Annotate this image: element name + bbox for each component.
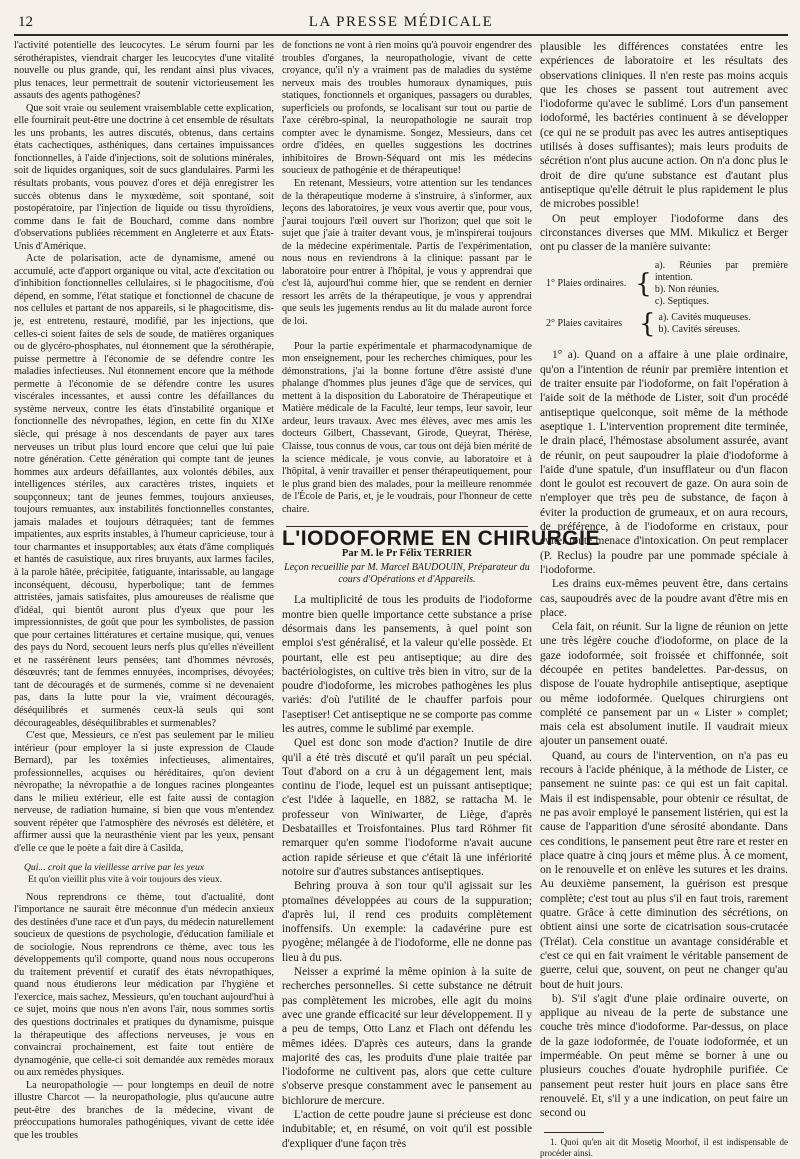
paragraph: de fonctions ne vont à rien moins qu'à pouvoir engendrer des troubles d'organes, la neuropathologie, vivant de cette croyance, qu'il n'y a vraiment pas de maladies du système nerveux mais des troubles humoraux dynamiques, puis statiques, fonctionnels et organiques, passagers ou durables, superficiels ou profonds, se localisant sur tout ou partie de l'axe cérébro-spinal, la neuropathologie ne saurait trop compter avec le dynamisme. Songez, Messieurs, dans cet ordre d'idées, en quelles suggestions les doctrines inhibitoires de Brown-Séquard ont mis les médecins soucieux de pathogénie et de thérapeutique! (281, 40, 532, 177)
paragraph: plausible les différences constatées entre les expériences de laboratoire et les résultats des observations cliniques. Il n'en reste pas moins acquis que les choses se passent tout autrement avec l'iodoforme qu'avec le sublimé. Lors d'un pansement iodoformé, les bactéries continuent à se développer (ce qui ne se produit pas avec les autres antiseptiques utilisés à doses suffisantes); mais leurs produits de sécrétion n'ont plus aucune action. On n'a donc plus le droit de dire qu'une substance est d'autant plus antiseptique qu'elle détruit le plus rapidement le plus de microbes possible! (539, 41, 788, 211)
paragraph: Cela fait, on réunit. Sur la ligne de réunion on jette une très légère couche d'iodoforme, on place de la gaze iodoformée, soit froissée et chiffonnée, soit découpée en petites bandelettes. Par-dessus, on dispose de l'ouate hydrophile antiseptique, aseptique ou même iodoformée. Quelques chirurgiens ont complété ce pansement par un « Lister » complet; mais cela est absolument inutile. Il vaudrait mieux ajouter un pansement ouaté. (539, 621, 788, 748)
footnote-rule (544, 1132, 604, 1133)
column-3 (540, 40, 788, 1157)
paragraph: Neisser a exprimé la même opinion à la suite de recherches personnelles. Si cette substance ne détruit pas complètement les microbes, elle agit du moins avec une grande efficacité sur leur développement. Il y a peu de temps, Otto Lanz et Flach ont défendu les mêmes idées. D'après ces auteurs, dans la grande majorité des cas, les produits d'une plaie traitée par l'iodoforme ne cultivent pas, alors que cette culture s'observe presque constamment avec le pansement au bichlorure de mercure. (281, 966, 532, 1107)
column-1 (14, 40, 274, 1157)
paragraph: Quand, au cours de l'intervention, on n'a pas eu recours à l'acide phénique, à la méthode de Lister, ce pansement ne suinte pas: ce qui est un fait capital. Mais il est indispensable, pour obtenir ce résultat, de ne pas avoir employé le pansement listérien, qui est la cause de l'apparition d'une sérosité abondante. Dans ces conditions, le pansement peut être rare et rester en place quatre à cinq jours et même plus. À ce moment, on le renouvelle et on enlève les sutures et les drains. Au deuxième pansement, la guérison est presque complète; c'est tout au plus s'il en faut trois, rarement quatre. Grâce à cette diminution des sécrétions, on obtient ainsi une sorte de cicatrisation sous-crutacée (Trélat). Cela constitue un avantage considérable et c'est ce qui en fait vraiment le véritable pansement de guerre, celui que, souvent, on peut ne changer qu'au bout de huit jours. (539, 749, 788, 991)
paragraph: Acte de polarisation, acte de dynamisme, amené ou accumulé, acte d'apport organique ou vital, acte d'excitation ou d'inhibition fonctionnelles cellulaires, si le phagocitisme, d'où dépend, en somme, l'état statique et fonctionnel de chacune de nos cellules et partant de nos appareils, si le phagocitisme, dis-je, est entretenu, restauré, modifié, par les injections, que celles-ci soient faites de sels de soude, de matières organiques ou de glycéro-phosphates, nul étonnement que la sérothérapie, puisse permettre à l'économie de se défendre contre les maladies infectieuses. Nul étonnement encore que la méthode permette à l'économie de se défendre contre les usures viscérales incessantes, et aussi contre les défaillances du système nerveux, contre les états d'instabilité organique et fonctionnelle des névropathes, légion, en cette fin du XIXe siècle, qui présage à nos descendants de payer aux tares nerveuses un tribut plus lourd encore que celui que lui paie notre génération. Cette génération qui compte tant de jeunes hommes aux ardeurs défaillantes, aux volontés débiles, aux intelligences stériles, aux caractères tristes, inquiets et soupçonneux; tant de jeunes femmes, toujours anxieuses, toujours remuantes, aux instabilités fonctionnelles constantes, jamais malades et toujours détraquées; tant de femmes impatientes, aux esprits instables, à l'humeur capricieuse, tour à tour charmantes et insupportables; aux états d'âme compliqués et hantés de casuistique, aux rires bruyants, aux larmes faciles, à la parole hâtée, précipitée, fatiguante, intarissable, au langage inconséquent, décousu, hyperbolique; tant de femmes attristées, jamais satisfaites, plus amoureuses de réalisme que d'idéal, qui bientôt auront plus d'yeux que pour les impressionnistes, de goût que pour les symbolistes, de passion que pour certaines littératures et certaine musique, qui, venues des pays du Nord, secouent leurs nerfs plus qu'elles n'éveillent et ne rassérènent leurs pensées; tant d'hommes névrosés, désœuvrés; tant de femmes ennuyées, incomprises, dévoyées; tant de découragés et de surmenés, comme si ne devenaient pas, dans la lutte pour la vie, vraiment découragés, déséquilibrés et surmenés ceux-là seuls qui sont décourageables, déséquilibrables et surmenables? (14, 253, 274, 729)
paragraph: Que soit vraie ou seulement vraisemblable cette explication, elle fournirait peut-être une doctrine à cet ensemble de résultats les uns probants, les autres discutés, obtenus, dans certains états cachectiques, asthéniques, dans certaines impuissances fonctionnelles, à l'aide d'injections, soit de solutions minérales, soit de liquides organiques, soit de sucs glandulaires. Parmi les résultats probants, vous pouvez d'ores et déjà enregistrer les succès obtenus dans le myxœdème, soit spontané, soit postopératoire, par l'injection de liquide ou tissu thyroïdiens, comme dans le fait de Bouchard, comme dans nombre d'observations publiées récemment en Angleterre et aux États-Unis d'Amérique. (14, 102, 274, 252)
paragraph: La multiplicité de tous les produits de l'iodoforme montre bien quelle importance cette substance a prise désormais dans les pansements, à quel point son emploi s'est généralisé, et la valeur qu'elle possède. Et pourtant, elle est peu antiseptique; au dire des bactériologistes, on cultive très bien in vitro, sur de la poudre d'iodoforme, les microbes pathogènes les plus variés: d'où l'utilité de le chauffer parfois pour l'aseptiser! Cet antiseptique ne se comporte pas comme les autres, comme le sublimé par exemple. (281, 594, 532, 735)
header-rule (14, 34, 788, 36)
group-label: 1° Plaies ordinaires. (545, 278, 627, 290)
columns (14, 40, 788, 1157)
verse-quote (24, 862, 274, 886)
classification-table (546, 260, 788, 340)
paragraph: C'est que, Messieurs, ce n'est pas seulement par le milieu intérieur (pour employer la si juste expression de Claude Bernard), par les toxémies infectieuses, alimentaires, professionnelles, acquises ou héréditaires, qu'on devient névropathe; la névropathie a de longues racines plongeantes dans le milieu extérieur, elle est faite aussi de contagion nerveuse, de radiation humaine, si bien que vous m'entendez souvent répéter que l'atmosphère des névrosés est délétère, et affirmer aussi que la neurasthénie vient par les yeux, pensant d'elle ce que le poète a fait dire à Casilda, (14, 730, 274, 854)
group-item: b). Cavités séreuses. (658, 324, 741, 336)
footnote: 1. Quoi qu'en ait dit Mosetig Moorhof, il est indispensable de procéder ainsi. (539, 1137, 788, 1159)
group-item: c). Septiques. (654, 296, 709, 308)
page-number: 12 (18, 14, 33, 30)
classification-group (546, 260, 788, 308)
article-credit: Leçon recueillie par M. Marcel BAUDOUIN, Préparateur du cours d'Opérations et d'Appareils. (284, 562, 530, 585)
paragraph: Quel est donc son mode d'action? Inutile de dire qu'il a été très discuté et qu'il paraît un peu spécial. Tout d'abord on a cru à un dégagement lent, mais continu de l'iode, lequel est un puissant antiseptique; c'est l'idée à laquelle, en 1882, se rattacha M. le professeur von Winiwarter, de Liège, d'après Desbatailles et Troisfontaines. Plus tard Röhmer fit remarquer qu'en somme l'iodoforme n'avait aucune action rapide sérieuse et que c'était là une infériorité notoire sur d'autres substances antiseptiques. (281, 737, 532, 878)
paragraph: Pour la partie expérimentale et pharmacodynamique de mon enseignement, pour les recherches chimiques, pour les démonstrations, j'ai la bonne fortune d'être assisté d'une phalange d'hommes plus jeunes d'âge que de services, qui mettent à la disposition du Laboratoire de Thérapeutique et Matière médicale de la Faculté, leur temps, leur savoir, leur ardeur, leurs travaux. Avec mes élèves, avec mes amis les docteurs Gilbert, Chassevant, Girode, Queyrat, Thérèse, Claisse, tous connus de vous, car tous ont déjà bien mérité de la science médicale, je vous convie, au laboratoire et à l'hôpital, à venir travailler et penser thérapeutiquement, pour le plus grand bien des malades, pour la meilleure renommée de l'École de Paris, et, je le voudrais, pour l'honneur de cette chaire. (281, 340, 532, 515)
paragraph: Behring prouva à son tour qu'il agissait sur les ptomaïnes développées au cours de la suppuration; d'après lui, il rend ces produits complètement inoffensifs. Un exemple: la cadavérine pure est pyogène; mélangée à de l'iodoforme, elle ne donne pas lieu à du pus. (281, 880, 532, 964)
group-item: a). Réunies par première intention. (654, 260, 788, 284)
brace-icon: { (638, 309, 656, 340)
article-body (282, 593, 532, 1151)
paragraph: l'activité potentielle des leucocytes. Le sérum fourni par les sérothérapistes, viendrait charger les leucocytes d'une vitalité nouvelle ou plus grande, qui, les rendant ainsi plus vivaces, plus tenaces, leur permettrait de soutenir victorieusement les assauts des agents pathogènes? (14, 40, 274, 102)
classification-group (545, 309, 788, 340)
brace-icon: { (635, 269, 652, 300)
journal-title: LA PRESSE MÉDICALE (308, 14, 494, 30)
paragraph: La neuropathologie — pour longtemps en deuil de notre illustre Charcot — la neuropathologie, plus qu'aucune autre peut-être des branches de la médecine, vivant de préoccupations humorales pathogéniques, vivant de cette idée que les troubles (14, 1079, 274, 1141)
page-header (14, 8, 788, 34)
paragraph: L'action de cette poudre jaune si précieuse est donc indubitable; et, en résumé, on voit qu'il est possible d'expliquer d'une façon très (281, 1109, 532, 1150)
group-item: a). Cavités muqueuses. (658, 312, 751, 324)
article-author: Par M. le Pr Félix TERRIER (341, 547, 472, 559)
verse-line: Et qu'on vieillit plus vite à voir toujours des vieux. (28, 873, 223, 885)
verse-line: Qui... croit que la vieillesse arrive par les yeux (24, 861, 205, 873)
group-label: 2° Plaies cavitaires (545, 318, 623, 330)
paragraph: On peut employer l'iodoforme dans des circonstances diverses que MM. Mikulicz et Berger ont pu classer de la manière suivante: (539, 212, 788, 254)
paragraph: Les drains eux-mêmes peuvent être, dans certains cas, saupoudrés avec de la poudre avant d'être mis en place. (539, 578, 788, 619)
paragraph: b). S'il s'agit d'une plaie ordinaire ouverte, on applique au niveau de la perte de substance une couche très mince d'iodoforme. Par-dessus, on place de la gaze iodoformée, de l'ouate iodoformée, et un imperméable. On peut même se borner à une ou plusieurs couches d'ouate hydrophile purifiée. Ce pansement peut rester huit jours en place sans être renouvelé. Et, s'il y a une indication, on peut faire un second ou (539, 992, 788, 1120)
article-title: L'IODOFORME EN CHIRURGIE (281, 527, 600, 551)
paragraph: Nous reprendrons ce thème, tout d'actualité, dont l'importance ne saurait être méconnue d'un médecin anxieux des destinées d'une race et d'un pays, du médecin naturellement soucieux de questions de psychologie, d'éducation familiale et de sociologie. Nous reprendrons ce thème, avec tous les développements qu'il comporte, quand nous nous occuperons du traitement préventif et curatif des états névropathiques, quand nous étudierons leur médication par l'hygiène et l'exercice, mais sachez, Messieurs, qu'en touchant aujourd'hui à ce sujet, moins que nous n'en avons l'air, nous sommes sortis des questions doctrinales et pratiques du dynamisme, puisque la thérapeutique des affections nerveuses, je vous en convaincrai prochainement, est faite tout entière de dynamogénie, que celle-ci soit demandée aux remèdes moraux ou aux remèdes physiques. (14, 891, 274, 1079)
paragraph: 1° a). Quand on a affaire à une plaie ordinaire, qu'on a l'intention de réunir par première intention et de traiter ensuite par l'iodoforme, on fait l'opération à l'aide soit de la méthode de Lister, soit d'un procédé antiseptique quelconque, soit même de la méthode aseptique 1. L'intervention proprement dite terminée, le drain placé, l'hémostase absolument assurée, avant de réunir, on peut saupoudrer la plaie d'iodoforme à l'aide d'une spatule, d'un insufflateur ou d'un flacon dont le goulot est recouvert de gaze. On aura soin de n'employer que très peu de substance, de façon à éviter la production de grumeaux, et on aura recours, de préférence, à de l'iodoforme en cristaux, pour éviter toute menace d'intoxication. On peut remplacer (P. Reclus) la poudre par une pommade spéciale à l'iodoforme. (539, 349, 788, 576)
group-item: b). Non réunies. (654, 284, 720, 296)
paragraph: En retenant, Messieurs, votre attention sur les tendances de la thérapeutique moderne à s'instruire, à s'informer, aux leçons des laboratoires, je veux vous avertir que, pour vous, j'aurai toujours l'œil ouvert sur l'horizon; quel que soit le sujet que j'aie à traiter devant vous, je m'inspirerai toujours de la médecine expérimentale. Partis de l'expérimentation, nous nous en reviendrons à la clinique: passant par le laboratoire pour entrer à l'hôpital, je vous y apprendrai que c'est là, aujourd'hui comme hier, que se rendent en dernier ressort les arrêts de la thérapeutique, je vous y apprendrai que seuls les jugements rendus au lit du malade auront force de loi. (281, 178, 532, 328)
